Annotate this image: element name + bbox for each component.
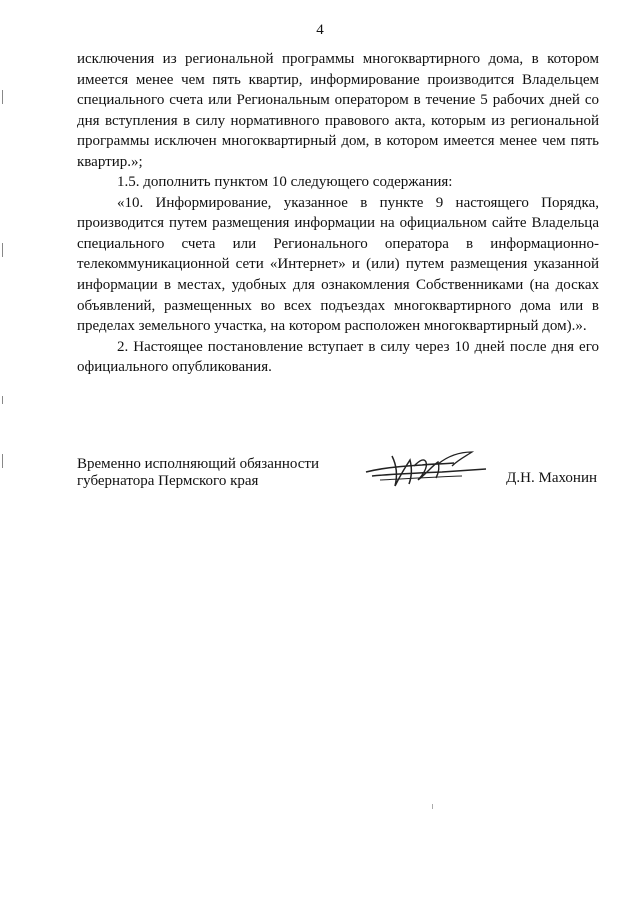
signatory-title-line: Временно исполняющий обязанности bbox=[77, 456, 320, 472]
signatory-title-line: губернатора Пермского края bbox=[77, 473, 259, 489]
scan-margin-mark bbox=[2, 243, 3, 257]
page-number: 4 bbox=[316, 22, 324, 38]
scan-margin-mark bbox=[2, 396, 3, 404]
paragraph: исключения из региональной программы многоквартирного дома, в котором имеется менее чем пять квартир, информирование производится Владельцем специального счета или Региональным оператором в течение 5 рабочих дней со дня вступления в силу нормативного правового акта, которым из региональной программы исключен многоквартирный дом, в котором имеется менее чем пять квартир.»; bbox=[77, 51, 599, 170]
document-body bbox=[77, 49, 599, 378]
scan-margin-mark bbox=[2, 90, 3, 104]
scan-artifact bbox=[432, 804, 433, 809]
signature-block bbox=[77, 454, 599, 494]
scan-margin-mark bbox=[2, 454, 3, 468]
paragraph: «10. Информирование, указанное в пункте 9 настоящего Порядка, производится путем размещения информации на официальном сайте Владельца специального счета или Регионального оператора в информационно-телекоммуникационной сети «Интернет» и (или) путем размещения указанной информации в местах, удобных для ознакомления Собственниками (на досках объявлений, размещенных во всех подъездах многоквартирного дома или в пределах земельного участка, на котором расположен многоквартирный дом).». bbox=[77, 194, 599, 335]
handwritten-signature bbox=[362, 446, 492, 494]
paragraph: 2. Настоящее постановление вступает в силу через 10 дней после дня его официального опубликования. bbox=[77, 338, 599, 376]
paragraph: 1.5. дополнить пунктом 10 следующего содержания: bbox=[117, 174, 453, 191]
signatory-title bbox=[77, 456, 319, 490]
signatory-name: Д.Н. Махонин bbox=[506, 470, 597, 486]
